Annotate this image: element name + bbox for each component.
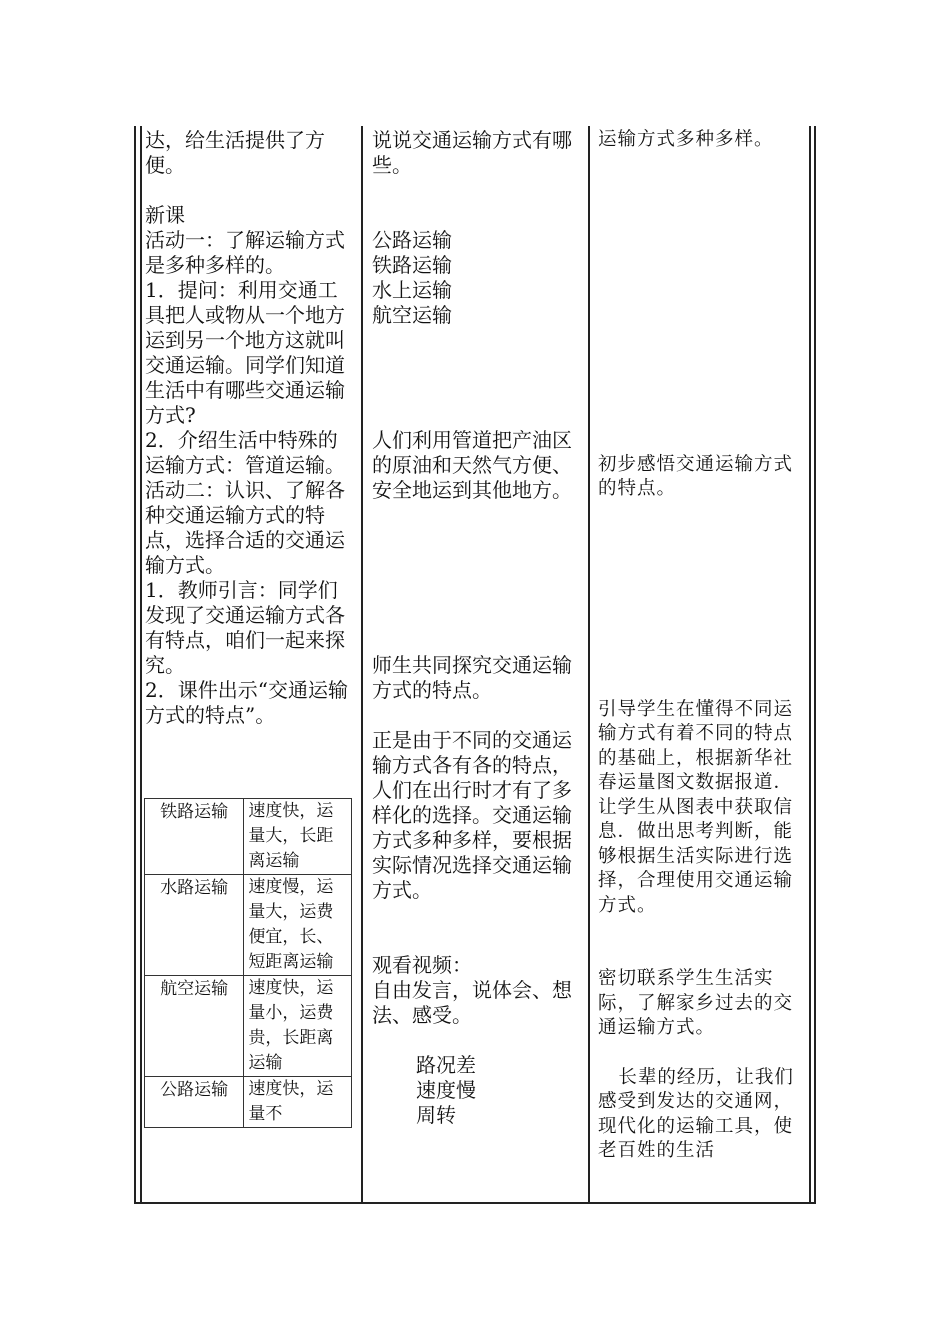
column-teaching-process — [145, 0, 357, 728]
list-item: 公路运输 — [372, 228, 452, 252]
table-border-left-inner — [140, 126, 142, 1204]
transport-description-cell: 速度快，运量小，运费贵，长距离运输 — [244, 976, 352, 1077]
explore-together: 师生共同探究交通运输方式的特点。 — [372, 653, 572, 702]
column-design-intent — [598, 0, 808, 1164]
table-row — [145, 1077, 352, 1128]
transport-characteristics-table — [144, 798, 352, 1204]
list-item: 周转 — [416, 1103, 456, 1127]
pipeline-answer: 人们利用管道把产油区的原油和天然气方便、安全地运到其他地方。 — [372, 428, 572, 502]
transport-modes-list — [372, 228, 580, 328]
list-item: 铁路运输 — [372, 253, 452, 277]
list-item: 速度慢 — [416, 1078, 476, 1102]
table-row — [145, 875, 352, 976]
list-item: 水上运输 — [372, 278, 452, 302]
activity-two-step-one: 1．教师引言：同学们发现了交通运输方式各有特点，咱们一起来探究。 — [145, 578, 345, 677]
intent-connect-life: 密切联系学生生活实际，了解家乡过去的交通运输方式。 — [598, 968, 794, 1038]
activity-two-step-two: 2．课件出示“交通运输方式的特点”。 — [145, 678, 348, 727]
new-lesson-heading: 新课 — [145, 203, 185, 227]
list-item: 航空运输 — [372, 303, 452, 327]
choice-summary: 正是由于不同的交通运输方式各有各的特点，人们在出行时才有了多样化的选择。交通运输方式多种多样，要根据实际情况选择交通运输方式。 — [372, 728, 572, 902]
activity-one: 活动一：了解运输方式是多种多样的。 — [145, 228, 345, 277]
transport-mode-cell: 铁路运输 — [145, 799, 244, 875]
list-item: 路况差 — [416, 1053, 476, 1077]
table-border-left — [134, 126, 136, 1204]
transport-mode-cell: 公路运输 — [145, 1077, 244, 1128]
table-row — [145, 976, 352, 1077]
activity-two: 活动二：认识、了解各种交通运输方式的特点，选择合适的交通运输方式。 — [145, 478, 345, 577]
column-divider-3 — [809, 126, 811, 1204]
ask-transport-modes: 说说交通运输方式有哪些。 — [372, 128, 572, 177]
transport-description-cell: 速度快，运量不 — [244, 1077, 352, 1128]
column-divider-1 — [361, 126, 363, 1204]
transport-mode-cell: 航空运输 — [145, 976, 244, 1077]
table-border-right — [814, 126, 816, 1204]
column-divider-2 — [588, 126, 590, 1204]
question-one: 1．提问：利用交通工具把人或物从一个地方运到另一个地方这就叫交通运输。同学们知道生活中有哪些交通运输方式? — [145, 278, 345, 427]
transport-description-cell: 速度快，运量大，长距离运输 — [244, 799, 352, 875]
table-row — [145, 799, 352, 875]
column-student-activity — [372, 0, 580, 1128]
transport-mode-cell: 水路运输 — [145, 875, 244, 976]
intent-variety: 运输方式多种多样。 — [598, 129, 774, 150]
question-two: 2．介绍生活中特殊的运输方式：管道运输。 — [145, 428, 345, 477]
intro-text: 达，给生活提供了方便。 — [145, 128, 325, 177]
video-response: 自由发言，说体会、想法、感受。 — [372, 978, 572, 1027]
intent-elder-experience: 长辈的经历，让我们感受到发达的交通网，现代化的运输工具，使老百姓的生活 — [598, 1066, 794, 1161]
past-problems-list — [372, 1053, 580, 1128]
transport-description-cell: 速度慢，运量大，运费便宜，长、短距离运输 — [244, 875, 352, 976]
intent-characteristics: 初步感悟交通运输方式的特点。 — [598, 453, 794, 499]
video-title: 观看视频： — [372, 953, 472, 977]
intent-guide-students: 引导学生在懂得不同运输方式有着不同的特点的基础上，根据新华社春运量图文数据报道．让学生从图表中获取信息．做出思考判断，能够根据生活实际进行选择，合理使用交通运输方式。 — [598, 698, 794, 916]
